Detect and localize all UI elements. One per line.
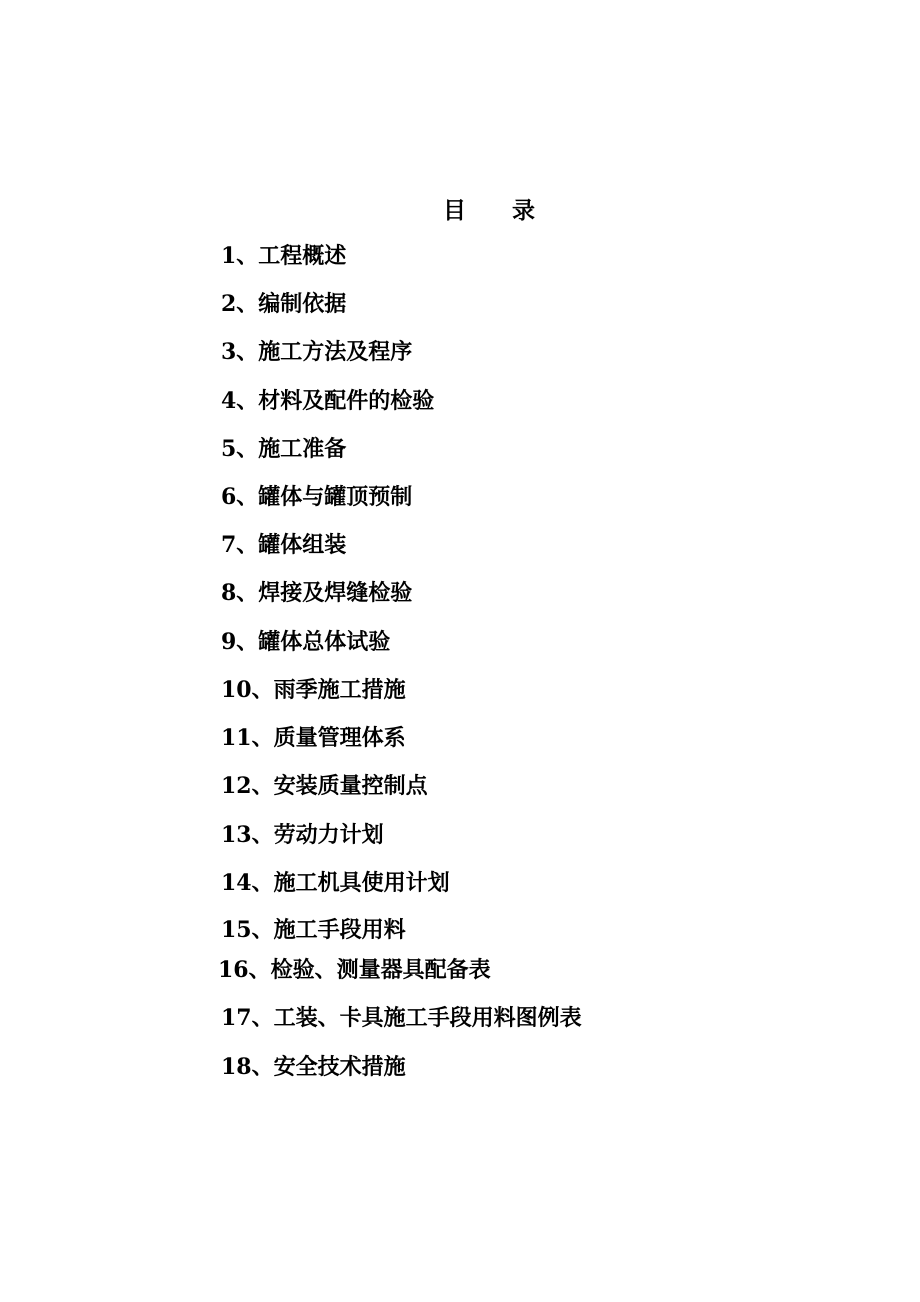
toc-item: 17、工装、卡具施工手段用料图例表	[221, 1005, 582, 1031]
toc-item: 13、劳动力计划	[221, 822, 384, 848]
toc-item: 2、编制依据	[221, 291, 347, 317]
toc-title-char-1: 目	[443, 197, 466, 224]
toc-item: 11、质量管理体系	[221, 725, 406, 751]
toc-title-char-2: 录	[512, 197, 535, 224]
toc-item: 16、检验、测量器具配备表	[218, 957, 491, 983]
toc-item: 4、材料及配件的检验	[221, 388, 435, 414]
toc-item: 8、焊接及焊缝检验	[221, 580, 413, 606]
toc-item: 14、施工机具使用计划	[221, 870, 450, 896]
toc-item: 12、安装质量控制点	[221, 773, 428, 799]
toc-item: 15、施工手段用料	[221, 917, 406, 943]
toc-item: 1、工程概述	[221, 243, 347, 269]
toc-title	[443, 192, 543, 224]
toc-item: 18、安全技术措施	[221, 1054, 406, 1080]
toc-item: 9、罐体总体试验	[221, 629, 391, 655]
toc-item: 5、施工准备	[221, 436, 347, 462]
toc-item: 10、雨季施工措施	[221, 677, 406, 703]
toc-item: 3、施工方法及程序	[221, 339, 413, 365]
toc-item: 6、罐体与罐顶预制	[221, 484, 413, 510]
toc-item: 7、罐体组装	[221, 532, 347, 558]
